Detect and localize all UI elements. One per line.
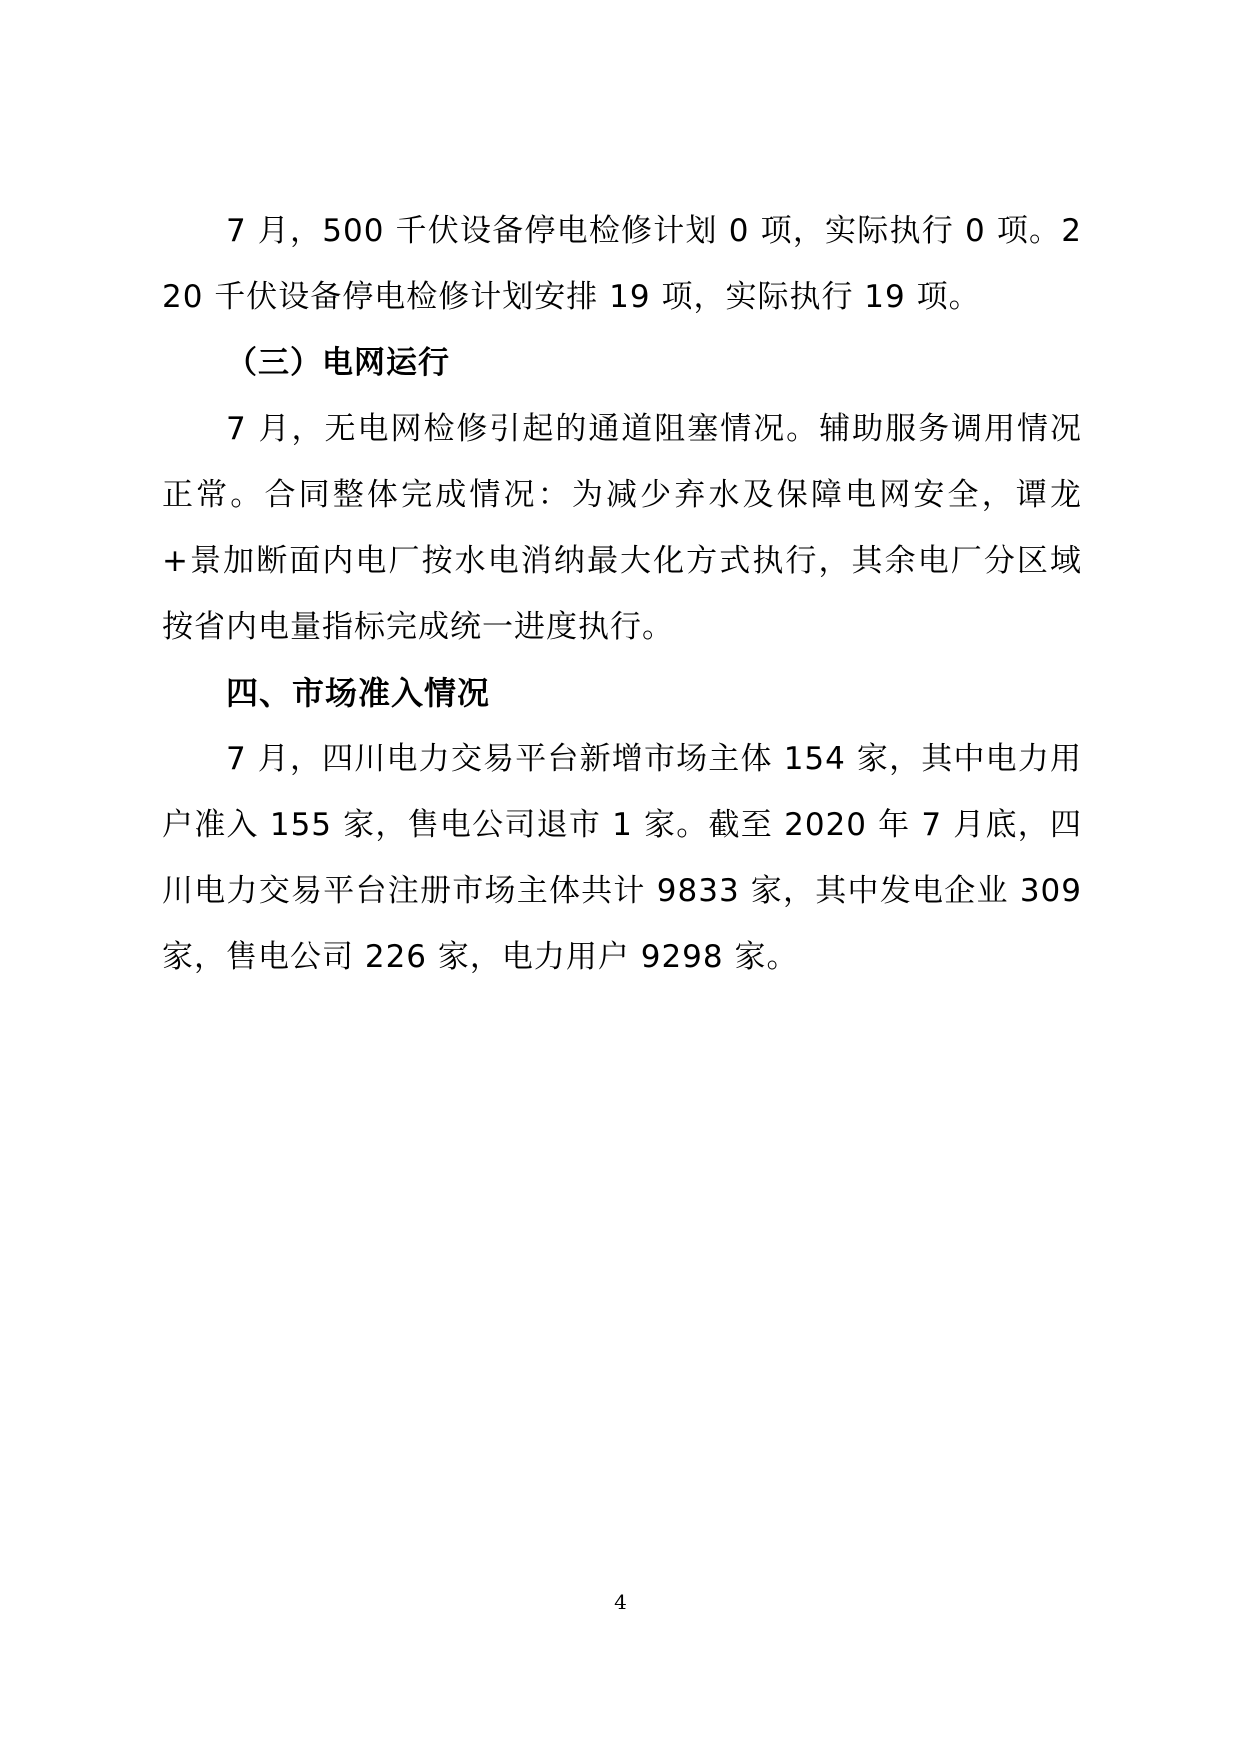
page-number: 4 — [614, 1590, 627, 1614]
paragraph-grid-operation: 7 月，无电网检修引起的通道阻塞情况。辅助服务调用情况正常。合同整体完成情况：为减少弃水及保障电网安全，谭龙+景加断面内电厂按水电消纳最大化方式执行，其余电厂分区域按省内电量指标完成统一进度执行。 — [162, 411, 1082, 645]
paragraph-market-access: 7 月，四川电力交易平台新增市场主体 154 家，其中电力用户准入 155 家，售电公司退市 1 家。截至 2020 年 7 月底，四川电力交易平台注册市场主体共计 9833 家，其中发电企业 309 家，售电公司 226 家，电力用户 9298 家。 — [162, 741, 1082, 975]
document-body — [162, 198, 1082, 990]
paragraph-maintenance-plan: 7 月，500 千伏设备停电检修计划 0 项，实际执行 0 项。220 千伏设备停电检修计划安排 19 项，实际执行 19 项。 — [162, 213, 1082, 315]
heading-market-access: 四、市场准入情况 — [226, 674, 491, 712]
subheading-grid-operation: （三）电网运行 — [226, 345, 450, 381]
